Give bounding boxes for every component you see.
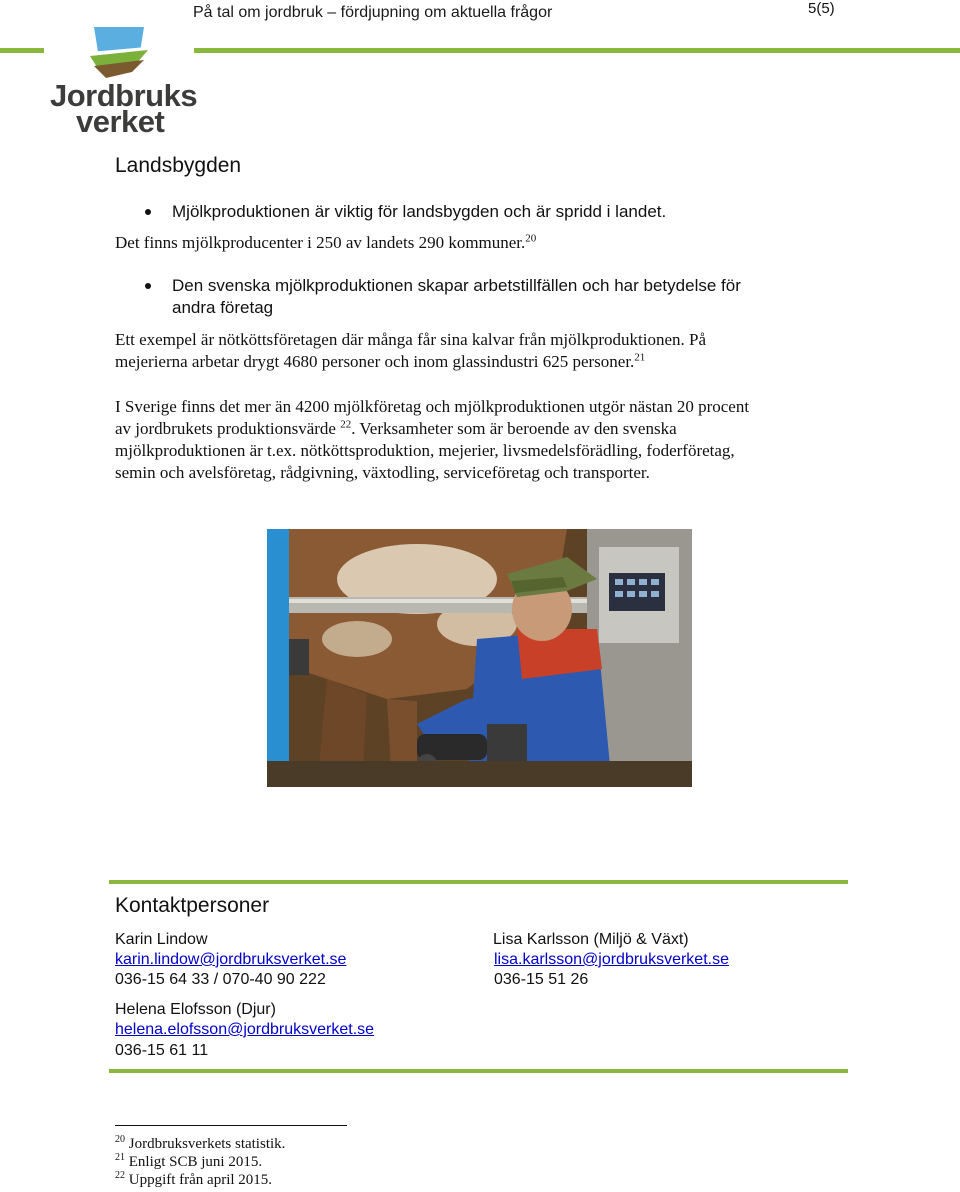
contacts-rule-bottom <box>109 1069 848 1073</box>
footnote-number: 20 <box>115 1134 125 1145</box>
contact-phone: 036-15 64 33 / 070-40 90 222 <box>115 971 326 988</box>
section-heading-kontaktpersoner: Kontaktpersoner <box>115 894 270 917</box>
footnote-20 <box>115 1135 285 1153</box>
footnote-ref-20: 20 <box>525 232 537 245</box>
footnote-22 <box>115 1171 272 1189</box>
logo-text-line2: verket <box>76 104 165 139</box>
contact-email-link[interactable]: karin.lindow@jordbruksverket.se <box>115 951 347 968</box>
header-title: På tal om jordbruk – fördjupning om aktuella frågor <box>193 4 553 21</box>
footnote-text: Uppgift från april 2015. <box>128 1172 273 1188</box>
header-rule-right <box>194 48 960 53</box>
paragraph-1 <box>115 232 536 254</box>
bullet-marker <box>145 209 151 215</box>
header-rule-left <box>0 48 44 53</box>
milking-photo <box>267 529 692 787</box>
paragraph-3-line4: semin och avelsföretag, rådgivning, växtodling, serviceföretag och transporter. <box>115 463 650 482</box>
contacts-rule-top <box>109 880 848 884</box>
page-number: 5(5) <box>808 0 835 17</box>
footnote-separator <box>115 1125 347 1126</box>
paragraph-3-line1: I Sverige finns det mer än 4200 mjölkföretag och mjölkproduktionen utgör nästan 20 procent <box>115 397 750 416</box>
contact-name: Lisa Karlsson (Miljö & Växt) <box>493 931 689 948</box>
paragraph-2-line1: Ett exempel är nötköttsföretagen där många får sina kalvar från mjölkproduktionen. På <box>115 330 707 349</box>
paragraph-1-text: Det finns mjölkproducenter i 250 av landets 290 kommuner. <box>115 233 526 252</box>
footnote-number: 22 <box>115 1170 125 1181</box>
footnote-ref-22: 22 <box>340 418 352 431</box>
footnote-number: 21 <box>115 1152 125 1163</box>
paragraph-3-line2-b: . Verksamheter som är beroende av den svenska <box>351 419 677 438</box>
paragraph-3-line3: mjölkproduktionen är t.ex. nötköttsproduktion, mejerier, livsmedelsförädling, foderföretag, <box>115 441 735 460</box>
contact-name: Helena Elofsson (Djur) <box>115 1001 276 1018</box>
bullet-marker <box>145 283 151 289</box>
contact-phone: 036-15 51 26 <box>494 971 589 988</box>
bullet-item-2-line1: Den svenska mjölkproduktionen skapar arbetstillfällen och har betydelse för <box>172 276 741 295</box>
footnote-21 <box>115 1153 262 1171</box>
footnote-ref-21: 21 <box>634 351 646 364</box>
bullet-item-1: Mjölkproduktionen är viktig för landsbygden och är spridd i landet. <box>172 202 667 221</box>
contact-email-link[interactable]: helena.elofsson@jordbruksverket.se <box>115 1021 375 1038</box>
bullet-item-2-line2: andra företag <box>172 298 274 317</box>
paragraph-2-line2-text: mejerierna arbetar drygt 4680 personer och inom glassindustri 625 personer. <box>115 352 635 371</box>
paragraph-3-line2 <box>115 418 677 440</box>
contact-phone: 036-15 61 11 <box>115 1042 209 1059</box>
contact-name: Karin Lindow <box>115 931 208 948</box>
paragraph-2-line2 <box>115 351 645 373</box>
footnote-text: Enligt SCB juni 2015. <box>128 1154 263 1170</box>
logo-text-line1: Jordbruks <box>50 78 198 113</box>
contact-email-link[interactable]: lisa.karlsson@jordbruksverket.se <box>494 951 729 968</box>
section-heading-landsbygden: Landsbygden <box>115 154 242 177</box>
footnote-text: Jordbruksverkets statistik. <box>128 1136 286 1152</box>
paragraph-3-line2-a: av jordbrukets produktionsvärde <box>115 419 341 438</box>
